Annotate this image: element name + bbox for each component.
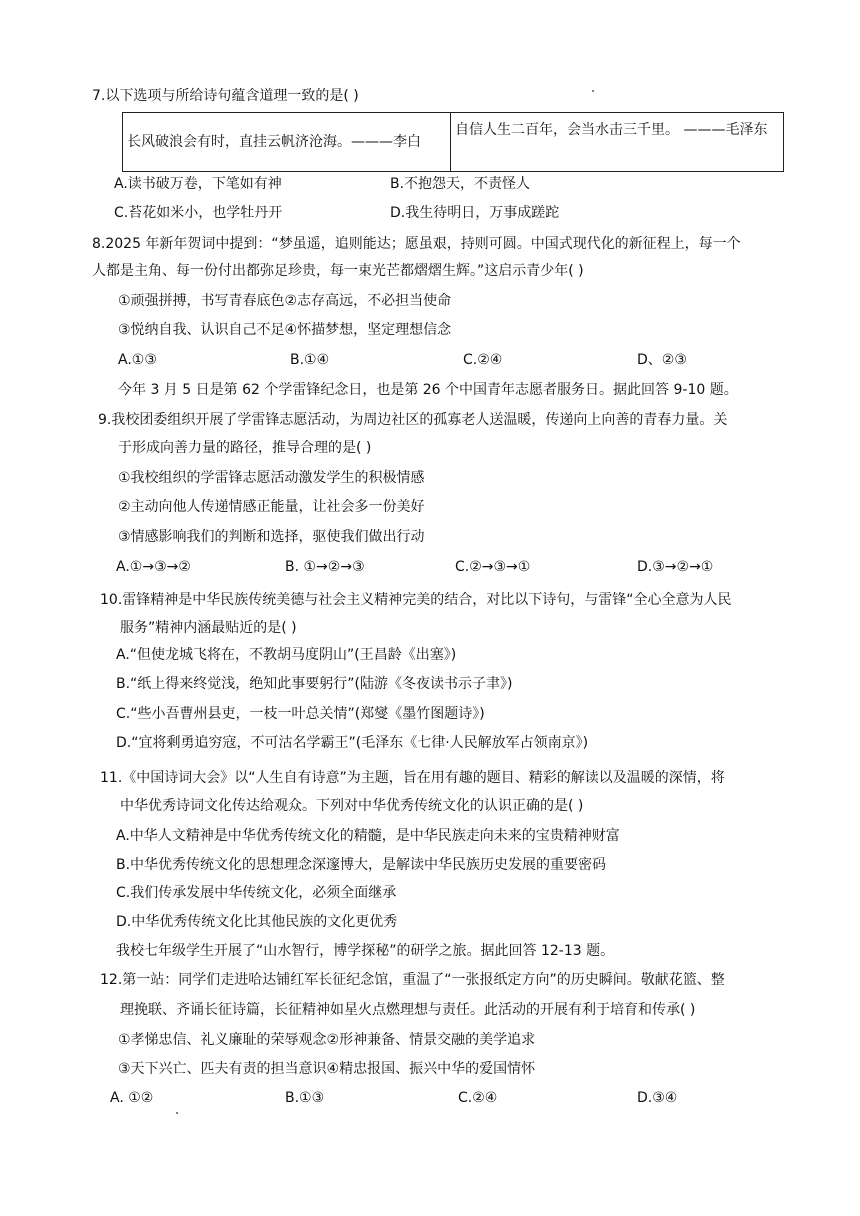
q8-option-c: C.②④ — [463, 352, 503, 368]
q11-option-a: A.中华人文精神是中华优秀传统文化的精髓，是中华民族走向未来的宝贵精神财富 — [116, 828, 620, 844]
q8-option-b: B.①④ — [290, 352, 330, 368]
q8-stem-line-2: 人都是主角、每一份付出都弥足珍贵，每一束光芒都熠熠生辉。”这启示青少年( ) — [92, 263, 584, 279]
q9-stem-line-1: 9.我校团委组织开展了学雷锋志愿活动，为周边社区的孤寡老人送温暖，传递向上向善的青春力量。关 — [98, 412, 728, 428]
q12-option-b: B.①③ — [285, 1090, 325, 1106]
q11-stem-line-2: 中华优秀诗词文化传达给观众。下列对中华优秀传统文化的认识正确的是( ) — [120, 798, 584, 814]
q10-stem-line-1: 10.雷锋精神是中华民族传统美德与社会主义精神完美的结合，对比以下诗句，与雷锋“全心全意为人民 — [100, 592, 732, 608]
q10-option-c: C.“些小吾曹州县吏，一枝一叶总关情”(郑燮《墨竹图题诗》) — [116, 706, 485, 722]
q8-stem-line-1: 8.2025 年新年贺词中提到：“梦虽遥，追则能达；愿虽艰，持则可圆。中国式现代化的新征程上，每一个 — [92, 236, 741, 252]
q7-poem-table — [122, 112, 784, 172]
intro-12-13: 我校七年级学生开展了“山水智行，博学探秘”的研学之旅。据此回答 12-13 题。 — [116, 943, 615, 959]
q9-option-d: D.③→②→① — [637, 559, 714, 575]
q9-option-a: A.①→③→② — [116, 559, 191, 575]
q10-stem-line-2: 服务”精神内涵最贴近的是( ) — [120, 620, 297, 636]
q12-stem-line-1: 12.第一站：同学们走进哈达铺红军长征纪念馆，重温了“一张报纸定方向”的历史瞬间。敬献花篮、整 — [100, 972, 725, 988]
q11-stem-line-1: 11.《中国诗词大会》以“人生自有诗意”为主题，旨在用有趣的题目、精彩的解读以及温暖的深情，将 — [100, 770, 725, 786]
q9-option-b: B. ①→②→③ — [285, 559, 365, 575]
q7-option-c: C.苔花如米小，也学牡丹开 — [114, 205, 283, 221]
q11-option-c: C.我们传承发展中华传统文化，必须全面继承 — [116, 885, 397, 901]
q9-item-3: ③情感影响我们的判断和选择，驱使我们做出行动 — [118, 529, 425, 545]
q7-poem-left: 长风破浪会有时，直挂云帆济沧海。———李白 — [127, 134, 421, 150]
q9-item-2: ②主动向他人传递情感正能量，让社会多一份美好 — [118, 499, 425, 515]
scan-dot — [176, 1112, 178, 1114]
q12-item-2: ③天下兴亡、匹夫有责的担当意识④精忠报国、振兴中华的爱国情怀 — [118, 1061, 536, 1077]
q12-option-a: A. ①② — [110, 1090, 154, 1106]
q7-option-b: B.不抱怨天，不责怪人 — [390, 176, 531, 192]
q7-option-a: A.读书破万卷，下笔如有神 — [114, 176, 282, 192]
q8-item-2: ③悦纳自我、认识自己不足④怀描梦想，坚定理想信念 — [118, 322, 452, 338]
q10-option-b: B.“纸上得来终觉浅，绝知此事要躬行”(陆游《冬夜读书示子聿》) — [116, 676, 513, 692]
q7-option-d: D.我生待明日，万事成蹉跎 — [390, 205, 560, 221]
intro-9-10: 今年 3 月 5 日是第 62 个学雷锋纪念日，也是第 26 个中国青年志愿者服务日。据此回答 9-10 题。 — [118, 382, 738, 398]
q8-item-1: ①顽强拼搏，书写青春底色②志存高远，不必担当使命 — [118, 293, 452, 309]
q7-stem: 7.以下选项与所给诗句蕴含道理一致的是( ) — [92, 88, 359, 104]
q9-item-1: ①我校组织的学雷锋志愿活动激发学生的积极情感 — [118, 470, 425, 486]
q12-stem-line-2: 理挽联、齐诵长征诗篇，长征精神如星火点燃理想与责任。此活动的开展有利于培育和传承( ) — [120, 1002, 696, 1018]
q9-stem-line-2: 于形成向善力量的路径，推导合理的是( ) — [118, 440, 372, 456]
q11-option-d: D.中华优秀传统文化比其他民族的文化更优秀 — [116, 914, 398, 930]
q11-option-b: B.中华优秀传统文化的思想理念深邃博大，是解读中华民族历史发展的重要密码 — [116, 857, 607, 873]
q10-option-d: D.“宜将剩勇追穷寇，不可沽名学霸王”(毛泽东《七律·人民解放军占领南京》) — [116, 735, 589, 751]
q10-option-a: A.“但使龙城飞将在，不教胡马度阴山”(王昌龄《出塞》) — [116, 647, 457, 663]
q8-option-d: D、②③ — [637, 352, 687, 368]
q7-poem-right: 自信人生二百年，会当水击三千里。 ———毛泽东 — [455, 122, 768, 138]
scan-dot — [592, 90, 594, 92]
q12-option-d: D.③④ — [637, 1090, 678, 1106]
q12-option-c: C.②④ — [458, 1090, 498, 1106]
q9-option-c: C.②→③→① — [455, 559, 531, 575]
q12-item-1: ①孝悌忠信、礼义廉耻的荣辱观念②形神兼备、情景交融的美学追求 — [118, 1032, 536, 1048]
q8-option-a: A.①③ — [118, 352, 157, 368]
q7-poem-left-cell — [123, 113, 451, 171]
